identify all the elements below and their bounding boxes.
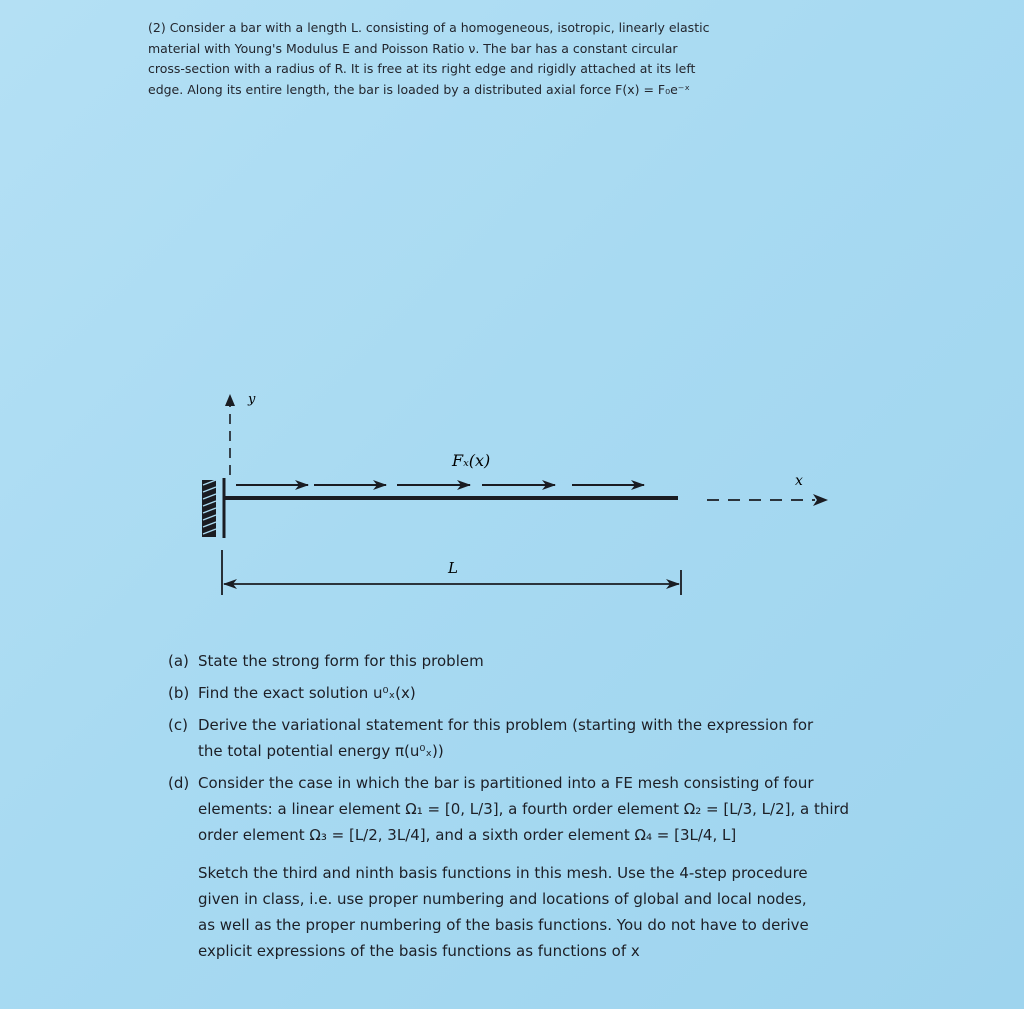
problem-text-line-3: cross-section with a radius of R. It is free at its right edge and rigidly attached at its left — [148, 61, 696, 76]
question-a-label: (a) — [168, 652, 189, 670]
question-d-sketch-instructions — [198, 860, 933, 964]
problem-line-1 — [148, 18, 893, 39]
question-d-text-line-2: elements: a linear element Ω₁ = [0, L/3], a fourth order element Ω₂ = [L/3, L/2], a third — [198, 800, 849, 818]
y-axis — [225, 392, 256, 475]
question-c-text-line-2: the total potential energy π(u⁰ₓ)) — [198, 742, 444, 760]
force-label: Fₓ(x) — [452, 451, 491, 470]
question-c-body — [198, 712, 933, 764]
y-axis-label: y — [248, 392, 256, 407]
sketch-line-4: explicit expressions of the basis functions as functions of x — [198, 942, 640, 960]
question-c — [168, 712, 933, 764]
question-b-label: (b) — [168, 684, 190, 702]
question-c-label: (c) — [168, 716, 188, 734]
sketch-line-1: Sketch the third and ninth basis functions in this mesh. Use the 4-step procedure — [198, 864, 808, 882]
question-d-text-line-3: order element Ω₃ = [L/2, 3L/4], and a sixth order element Ω₄ = [3L/4, L] — [198, 826, 737, 844]
sketch-line-2: given in class, i.e. use proper numbering and locations of global and local nodes, — [198, 890, 807, 908]
x-axis — [707, 473, 828, 506]
problem-number: (2) — [148, 20, 166, 35]
question-a — [168, 648, 933, 674]
problem-statement — [148, 18, 893, 100]
question-b — [168, 680, 933, 706]
question-b-text: Find the exact solution u⁰ₓ(x) — [198, 684, 416, 702]
length-dimension — [222, 550, 681, 595]
question-d-body — [198, 770, 933, 848]
question-a-text: State the strong form for this problem — [198, 652, 484, 670]
wall-support — [202, 478, 224, 538]
length-label: L — [448, 559, 458, 577]
problem-text-line-2: material with Young's Modulus E and Poisson Ratio ν. The bar has a constant circular — [148, 40, 678, 56]
problem-text-line-1: Consider a bar with a length L. consisting of a homogeneous, isotropic, linearly elastic — [169, 20, 710, 35]
bar-figure — [0, 380, 1024, 610]
problem-text-line-4: edge. Along its entire length, the bar is loaded by a distributed axial force F(x) = F₀e⁻ˣ — [148, 81, 690, 97]
x-axis-label: x — [795, 473, 803, 489]
question-d-text-line-1: Consider the case in which the bar is partitioned into a FE mesh consisting of four — [198, 774, 814, 792]
question-list — [168, 648, 933, 964]
question-d — [168, 770, 933, 848]
bar — [224, 496, 678, 500]
question-c-text-line-1: Derive the variational statement for this problem (starting with the expression for — [198, 716, 814, 734]
sketch-line-3: as well as the proper numbering of the basis functions. You do not have to derive — [198, 916, 809, 934]
question-d-label: (d) — [168, 774, 190, 792]
